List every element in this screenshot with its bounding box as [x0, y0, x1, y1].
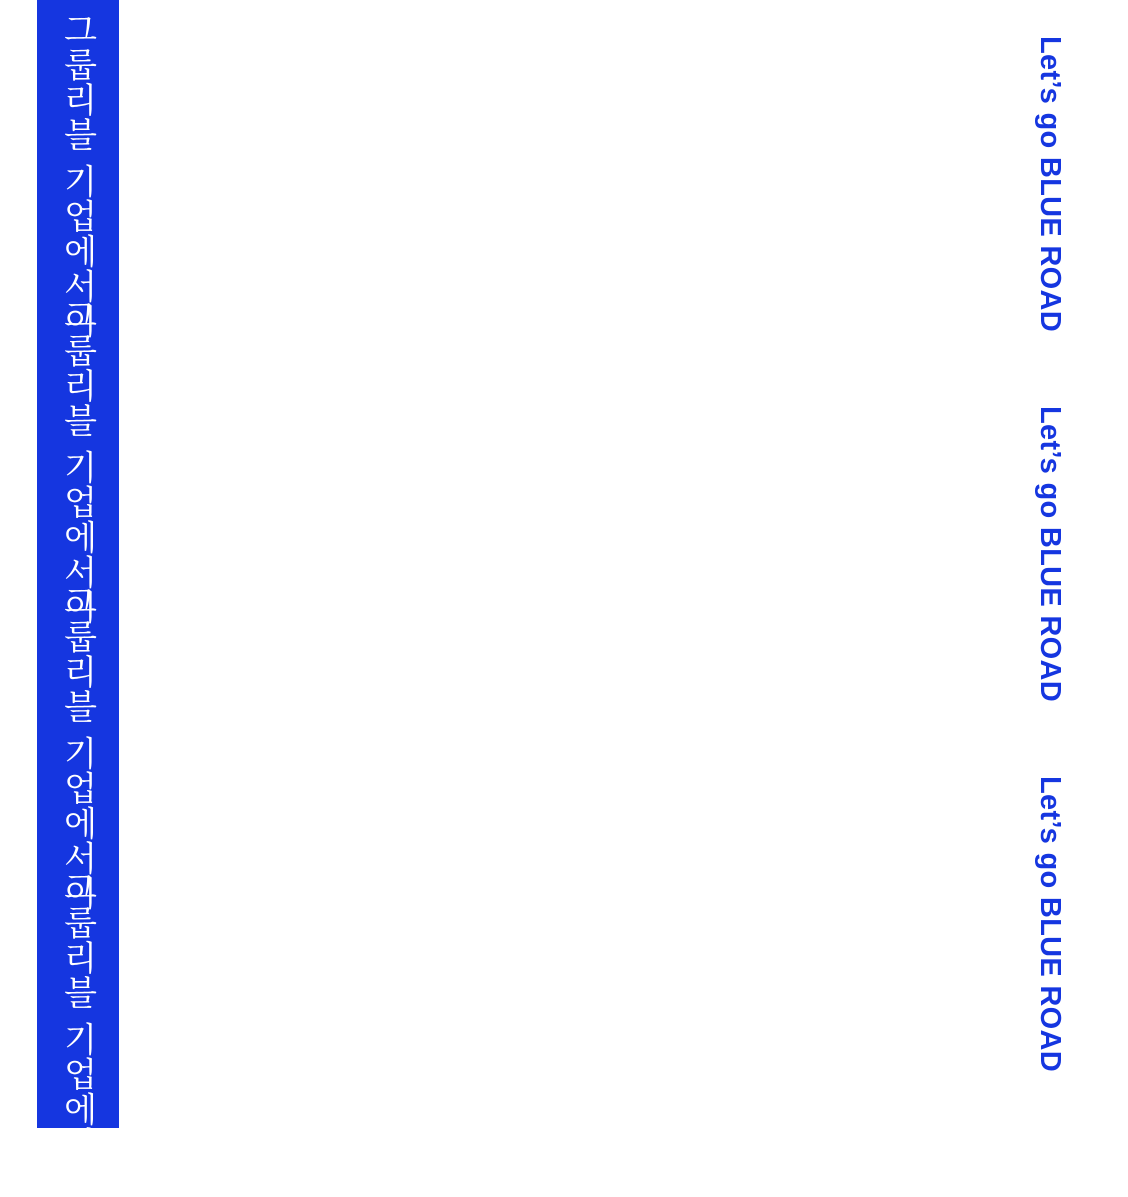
- band-korean-text: 그룹리블 기업에서이: [57, 584, 97, 911]
- band-korean-text: 그룹리블 기업에서이: [57, 12, 97, 339]
- band-korean-text: 그룹리블 기업에서이: [57, 298, 97, 625]
- tagline-text: Let’s go BLUE ROAD: [1034, 406, 1066, 702]
- tagline-text: Let’s go BLUE ROAD: [1034, 776, 1066, 1072]
- tagline-text: Let’s go BLUE ROAD: [1034, 36, 1066, 332]
- band-korean-text: 그룹리블 기업에서이: [57, 870, 97, 1197]
- blue-vertical-band: [37, 0, 119, 1197]
